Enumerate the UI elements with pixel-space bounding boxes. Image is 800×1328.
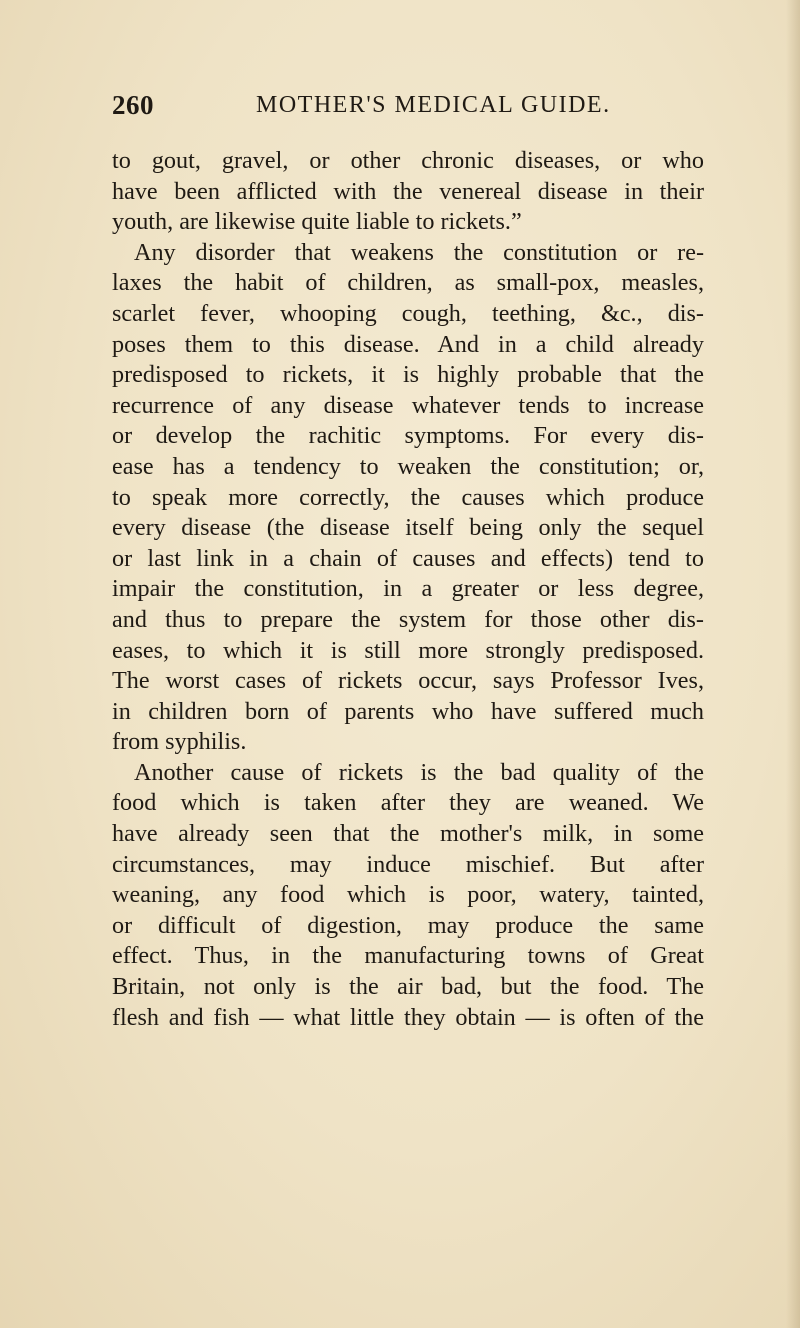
text-line: circumstances, may induce mischief. But after [112, 850, 704, 878]
text-line: poses them to this disease. And in a child already [112, 330, 704, 358]
text-line: eases, to which it is still more strongly predisposed. [112, 636, 704, 664]
text-line: impair the constitution, in a greater or less degree, [112, 575, 704, 603]
text-line: have already seen that the mother's milk, in some [112, 820, 704, 848]
text-line: have been afflicted with the venereal disease in their [112, 177, 704, 205]
text-line: predisposed to rickets, it is highly probable that the [112, 361, 704, 389]
text-line: or difficult of digestion, may produce the same [112, 911, 704, 939]
text-line: recurrence of any disease whatever tends to increase [112, 391, 704, 419]
text-line: youth, are likewise quite liable to rickets.” [112, 208, 522, 236]
running-head: MOTHER'S MEDICAL GUIDE. [256, 92, 611, 118]
page-header [112, 90, 712, 126]
text-line: laxes the habit of children, as small-pox, measles, [112, 269, 704, 297]
text-line: flesh and fish — what little they obtain — is often of the [112, 1003, 704, 1031]
text-line: effect. Thus, in the manufacturing towns of Great [112, 942, 704, 970]
text-line: Another cause of rickets is the bad quality of the [134, 758, 704, 786]
page-edge-shadow [786, 0, 800, 1328]
text-line: scarlet fever, whooping cough, teething, &c., dis- [112, 299, 704, 327]
text-line: to speak more correctly, the causes which produce [112, 483, 704, 511]
text-line: or last link in a chain of causes and effects) tend to [112, 544, 704, 572]
text-line: weaning, any food which is poor, watery, tainted, [112, 881, 704, 909]
text-line: to gout, gravel, or other chronic diseases, or who [112, 147, 704, 174]
page-number: 260 [112, 90, 154, 120]
text-line: every disease (the disease itself being only the sequel [112, 514, 704, 542]
text-line: and thus to prepare the system for those other dis- [112, 605, 704, 633]
text-line: ease has a tendency to weaken the constitution; or, [112, 452, 704, 480]
text-line: The worst cases of rickets occur, says Professor Ives, [112, 667, 704, 695]
text-line: in children born of parents who have suffered much [112, 697, 704, 725]
text-line: or develop the rachitic symptoms. For every dis- [112, 422, 704, 450]
text-line: Britain, not only is the air bad, but the food. The [112, 973, 704, 1001]
body-text [112, 146, 704, 1033]
text-line: food which is taken after they are weaned. We [112, 789, 704, 817]
text-line: Any disorder that weakens the constitution or re- [134, 238, 704, 266]
text-line: from syphilis. [112, 728, 247, 756]
